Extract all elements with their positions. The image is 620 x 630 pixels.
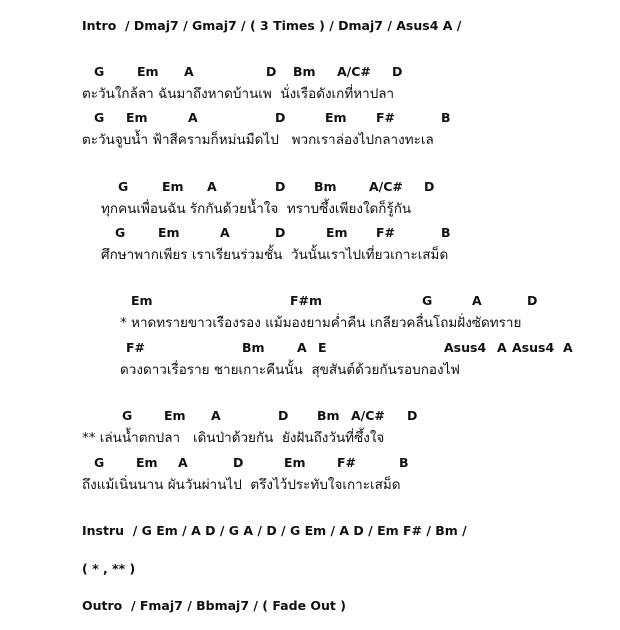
chord: Em	[136, 455, 158, 470]
chord: E	[318, 340, 327, 355]
chord: A	[207, 179, 217, 194]
chord: Em	[137, 64, 159, 79]
chord-line	[0, 64, 620, 80]
chord: A/C#	[369, 179, 403, 194]
chord: F#	[376, 110, 396, 125]
repeat-line: ( * , ** )	[82, 561, 136, 576]
chord: Em	[164, 408, 186, 423]
chord: Asus4	[444, 340, 487, 355]
chord: G	[94, 64, 105, 79]
chord: A	[188, 110, 198, 125]
chord: B	[441, 110, 451, 125]
chord: D	[233, 455, 244, 470]
instru-line: Instru / G Em / A D / G A / D / G Em / A D / Em F# / Bm /	[82, 523, 467, 538]
chord: D	[275, 179, 286, 194]
chord: D	[278, 408, 289, 423]
chord: Em	[126, 110, 148, 125]
chord: D	[275, 225, 286, 240]
chord: Bm	[242, 340, 265, 355]
chord: D	[266, 64, 277, 79]
chord: A	[220, 225, 230, 240]
chord: F#m	[290, 293, 323, 308]
chord: Em	[158, 225, 180, 240]
chord: G	[118, 179, 129, 194]
chord: G	[94, 110, 105, 125]
chord: Em	[325, 110, 347, 125]
chord: A	[211, 408, 221, 423]
chord: A	[184, 64, 194, 79]
chord: G	[115, 225, 126, 240]
lyric-line: * หาดทรายขาวเรืองรอง แม้มองยามค่ำคืน เกลียวคลื่นโถมฝั่งซัดทราย	[120, 315, 522, 331]
chord: Em	[131, 293, 153, 308]
chord-line	[0, 225, 620, 241]
chord: F#	[126, 340, 146, 355]
lyric-line: ทุกคนเพื่อนฉัน รักกันด้วยน้ำใจ ทราบซึ้งเพียงใดก็รู้กัน	[101, 201, 412, 217]
intro-line: Intro / Dmaj7 / Gmaj7 / ( 3 Times ) / Dmaj7 / Asus4 A /	[82, 18, 462, 33]
chord: F#	[337, 455, 357, 470]
chord-line	[0, 455, 620, 471]
chord: Bm	[317, 408, 340, 423]
chord: A/C#	[351, 408, 385, 423]
chord: Bm	[293, 64, 316, 79]
lyric-line: ** เล่นน้ำตกปลา เดินป่าด้วยกัน ยังฝันถึงวันที่ซึ้งใจ	[82, 430, 385, 446]
chord: A	[497, 340, 507, 355]
chord: Bm	[314, 179, 337, 194]
lyric-line: ตะวันจูบน้ำ ฟ้าสีครามก็หม่นมืดไป พวกเราล่องไปกลางทะเล	[82, 132, 434, 148]
lyric-line: ถึงแม้เนิ่นนาน ผันวันผ่านไป ตรึงไว้ประทับใจเกาะเสม็ด	[82, 477, 401, 493]
chord: A/C#	[337, 64, 371, 79]
chord: Em	[284, 455, 306, 470]
chord-line	[0, 340, 620, 356]
lyric-line: ตะวันใกล้ลา ฉันมาถึงหาดบ้านเพ นั่งเรือดังเกที่หาปลา	[82, 86, 395, 102]
lyric-line: ศึกษาพากเพียร เราเรียนร่วมชั้น วันนั้นเราไปเที่ยวเกาะเสม็ด	[101, 247, 449, 263]
chord-line	[0, 408, 620, 424]
chord-line	[0, 179, 620, 195]
chord-line	[0, 293, 620, 309]
chord: Em	[326, 225, 348, 240]
chord: Asus4	[512, 340, 555, 355]
chord: D	[527, 293, 538, 308]
chord: Em	[162, 179, 184, 194]
chord: D	[392, 64, 403, 79]
outro-line: Outro / Fmaj7 / Bbmaj7 / ( Fade Out )	[82, 598, 346, 613]
chord: D	[275, 110, 286, 125]
lyric-line: ดวงดาวเรื่อราย ชายเกาะคืนนั้น สุขสันต์ด้วยกันรอบกองไฟ	[120, 362, 460, 378]
chord: A	[178, 455, 188, 470]
chord: A	[472, 293, 482, 308]
chord: D	[424, 179, 435, 194]
chord: A	[297, 340, 307, 355]
chord: F#	[376, 225, 396, 240]
chord: G	[94, 455, 105, 470]
chord: G	[122, 408, 133, 423]
chord: B	[441, 225, 451, 240]
chord: G	[422, 293, 433, 308]
chord: D	[407, 408, 418, 423]
chord-line	[0, 110, 620, 126]
chord: A	[563, 340, 573, 355]
chord: B	[399, 455, 409, 470]
